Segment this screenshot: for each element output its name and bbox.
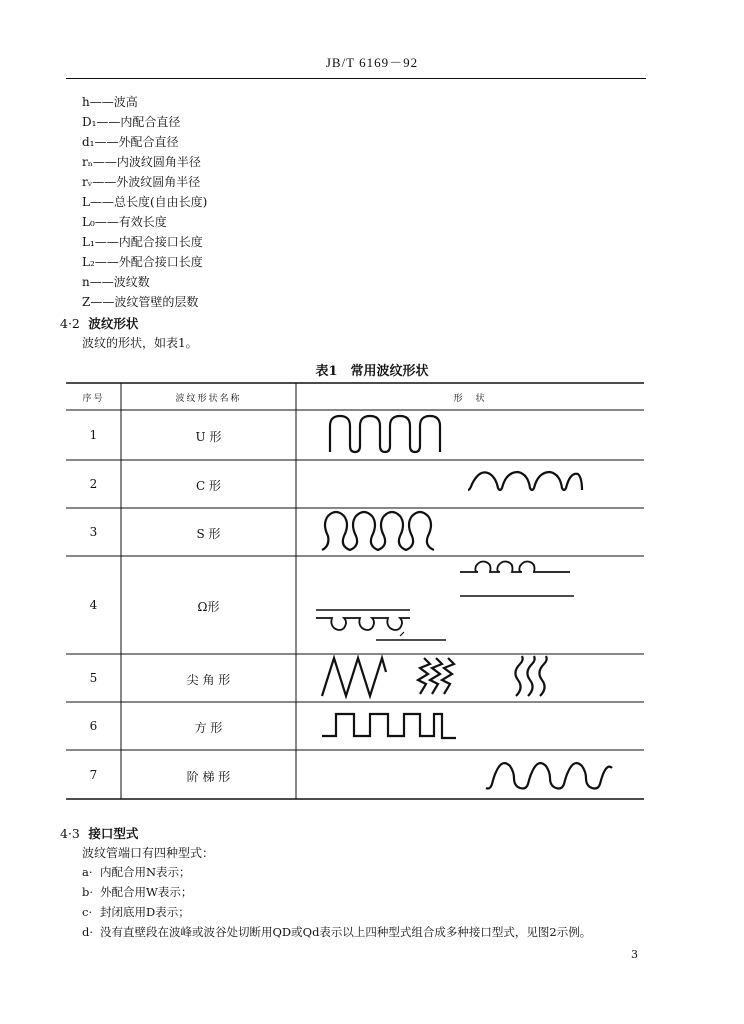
section-4-2-text: 波纹的形状，如表1。 (82, 336, 198, 350)
corrugation-shape-table (66, 382, 644, 800)
section-number: 4·2 (60, 316, 80, 331)
symbol-item: rᵥ——外波纹圆角半径 (82, 175, 201, 189)
list-item (82, 924, 591, 940)
list-marker: b· (82, 885, 94, 899)
symbol-item: Z——波纹管壁的层数 (82, 295, 199, 309)
header-shape: 形 状 (453, 394, 487, 404)
list-item (82, 884, 192, 900)
section-number: 4·3 (60, 826, 80, 841)
omega-shape-upper-figure (460, 558, 576, 600)
symbol-list (82, 92, 207, 312)
omega-shape-lower-figure (316, 608, 450, 646)
stepped-shape-figure (484, 754, 616, 796)
row-seq: 6 (89, 719, 98, 733)
header-rule (66, 78, 646, 79)
list-item (82, 904, 190, 920)
symbol-item: L₀——有效长度 (82, 215, 167, 229)
row-seq: 2 (89, 477, 98, 491)
s-shape-figure (320, 506, 444, 554)
symbol-item: h——波高 (82, 95, 138, 109)
section-4-2-heading (60, 314, 138, 332)
row-name: 方 形 (194, 721, 223, 735)
row-name: C 形 (196, 479, 221, 493)
table-caption: 表1 常用波纹形状 (315, 364, 429, 379)
list-marker: a· (82, 865, 93, 879)
c-shape-figure (466, 466, 584, 496)
row-seq: 4 (89, 598, 98, 612)
symbol-item: rₙ——内波纹圆角半径 (82, 155, 201, 169)
row-seq: 3 (89, 525, 98, 539)
row-name: S 形 (196, 527, 221, 541)
header-name: 波纹形状名称 (175, 394, 242, 404)
symbol-item: L——总长度(自由长度) (82, 195, 208, 209)
list-item (82, 864, 191, 880)
header-seq: 序号 (82, 394, 105, 404)
row-seq: 7 (89, 768, 98, 782)
list-marker: c· (82, 905, 93, 919)
row-name: 阶 梯 形 (186, 770, 231, 784)
u-shape-figure (328, 412, 448, 458)
section-title: 接口型式 (88, 826, 139, 841)
row-name: Ω形 (197, 600, 220, 614)
list-text: 没有直壁段在波峰或波谷处切断用QD或Qd表示以上四种型式组合成多种接口型式，见图2示例。 (100, 925, 592, 939)
section-title: 波纹形状 (88, 316, 139, 331)
page-number: 3 (631, 948, 638, 961)
section-4-3-heading (60, 824, 138, 842)
list-text: 外配合用W表示； (100, 885, 193, 899)
symbol-item: L₁——内配合接口长度 (82, 235, 203, 249)
symbol-item: n——波纹数 (82, 275, 150, 289)
square-shape-figure (320, 708, 460, 742)
row-seq: 1 (89, 428, 98, 442)
section-4-3-text: 波纹管端口有四种型式： (82, 846, 215, 860)
symbol-item: D₁——内配合直径 (82, 115, 181, 129)
list-text: 内配合用N表示； (100, 865, 191, 879)
symbol-item: L₂——外配合接口长度 (82, 255, 203, 269)
row-name: 尖 角 形 (186, 673, 231, 687)
row-name: U 形 (195, 430, 222, 444)
standard-header: JB/T 6169－92 (325, 55, 419, 70)
list-marker: d· (82, 925, 94, 939)
pointed-shape-figure (320, 654, 570, 700)
row-seq: 5 (89, 671, 98, 685)
symbol-item: d₁——外配合直径 (82, 135, 179, 149)
list-text: 封闭底用D表示； (100, 905, 190, 919)
